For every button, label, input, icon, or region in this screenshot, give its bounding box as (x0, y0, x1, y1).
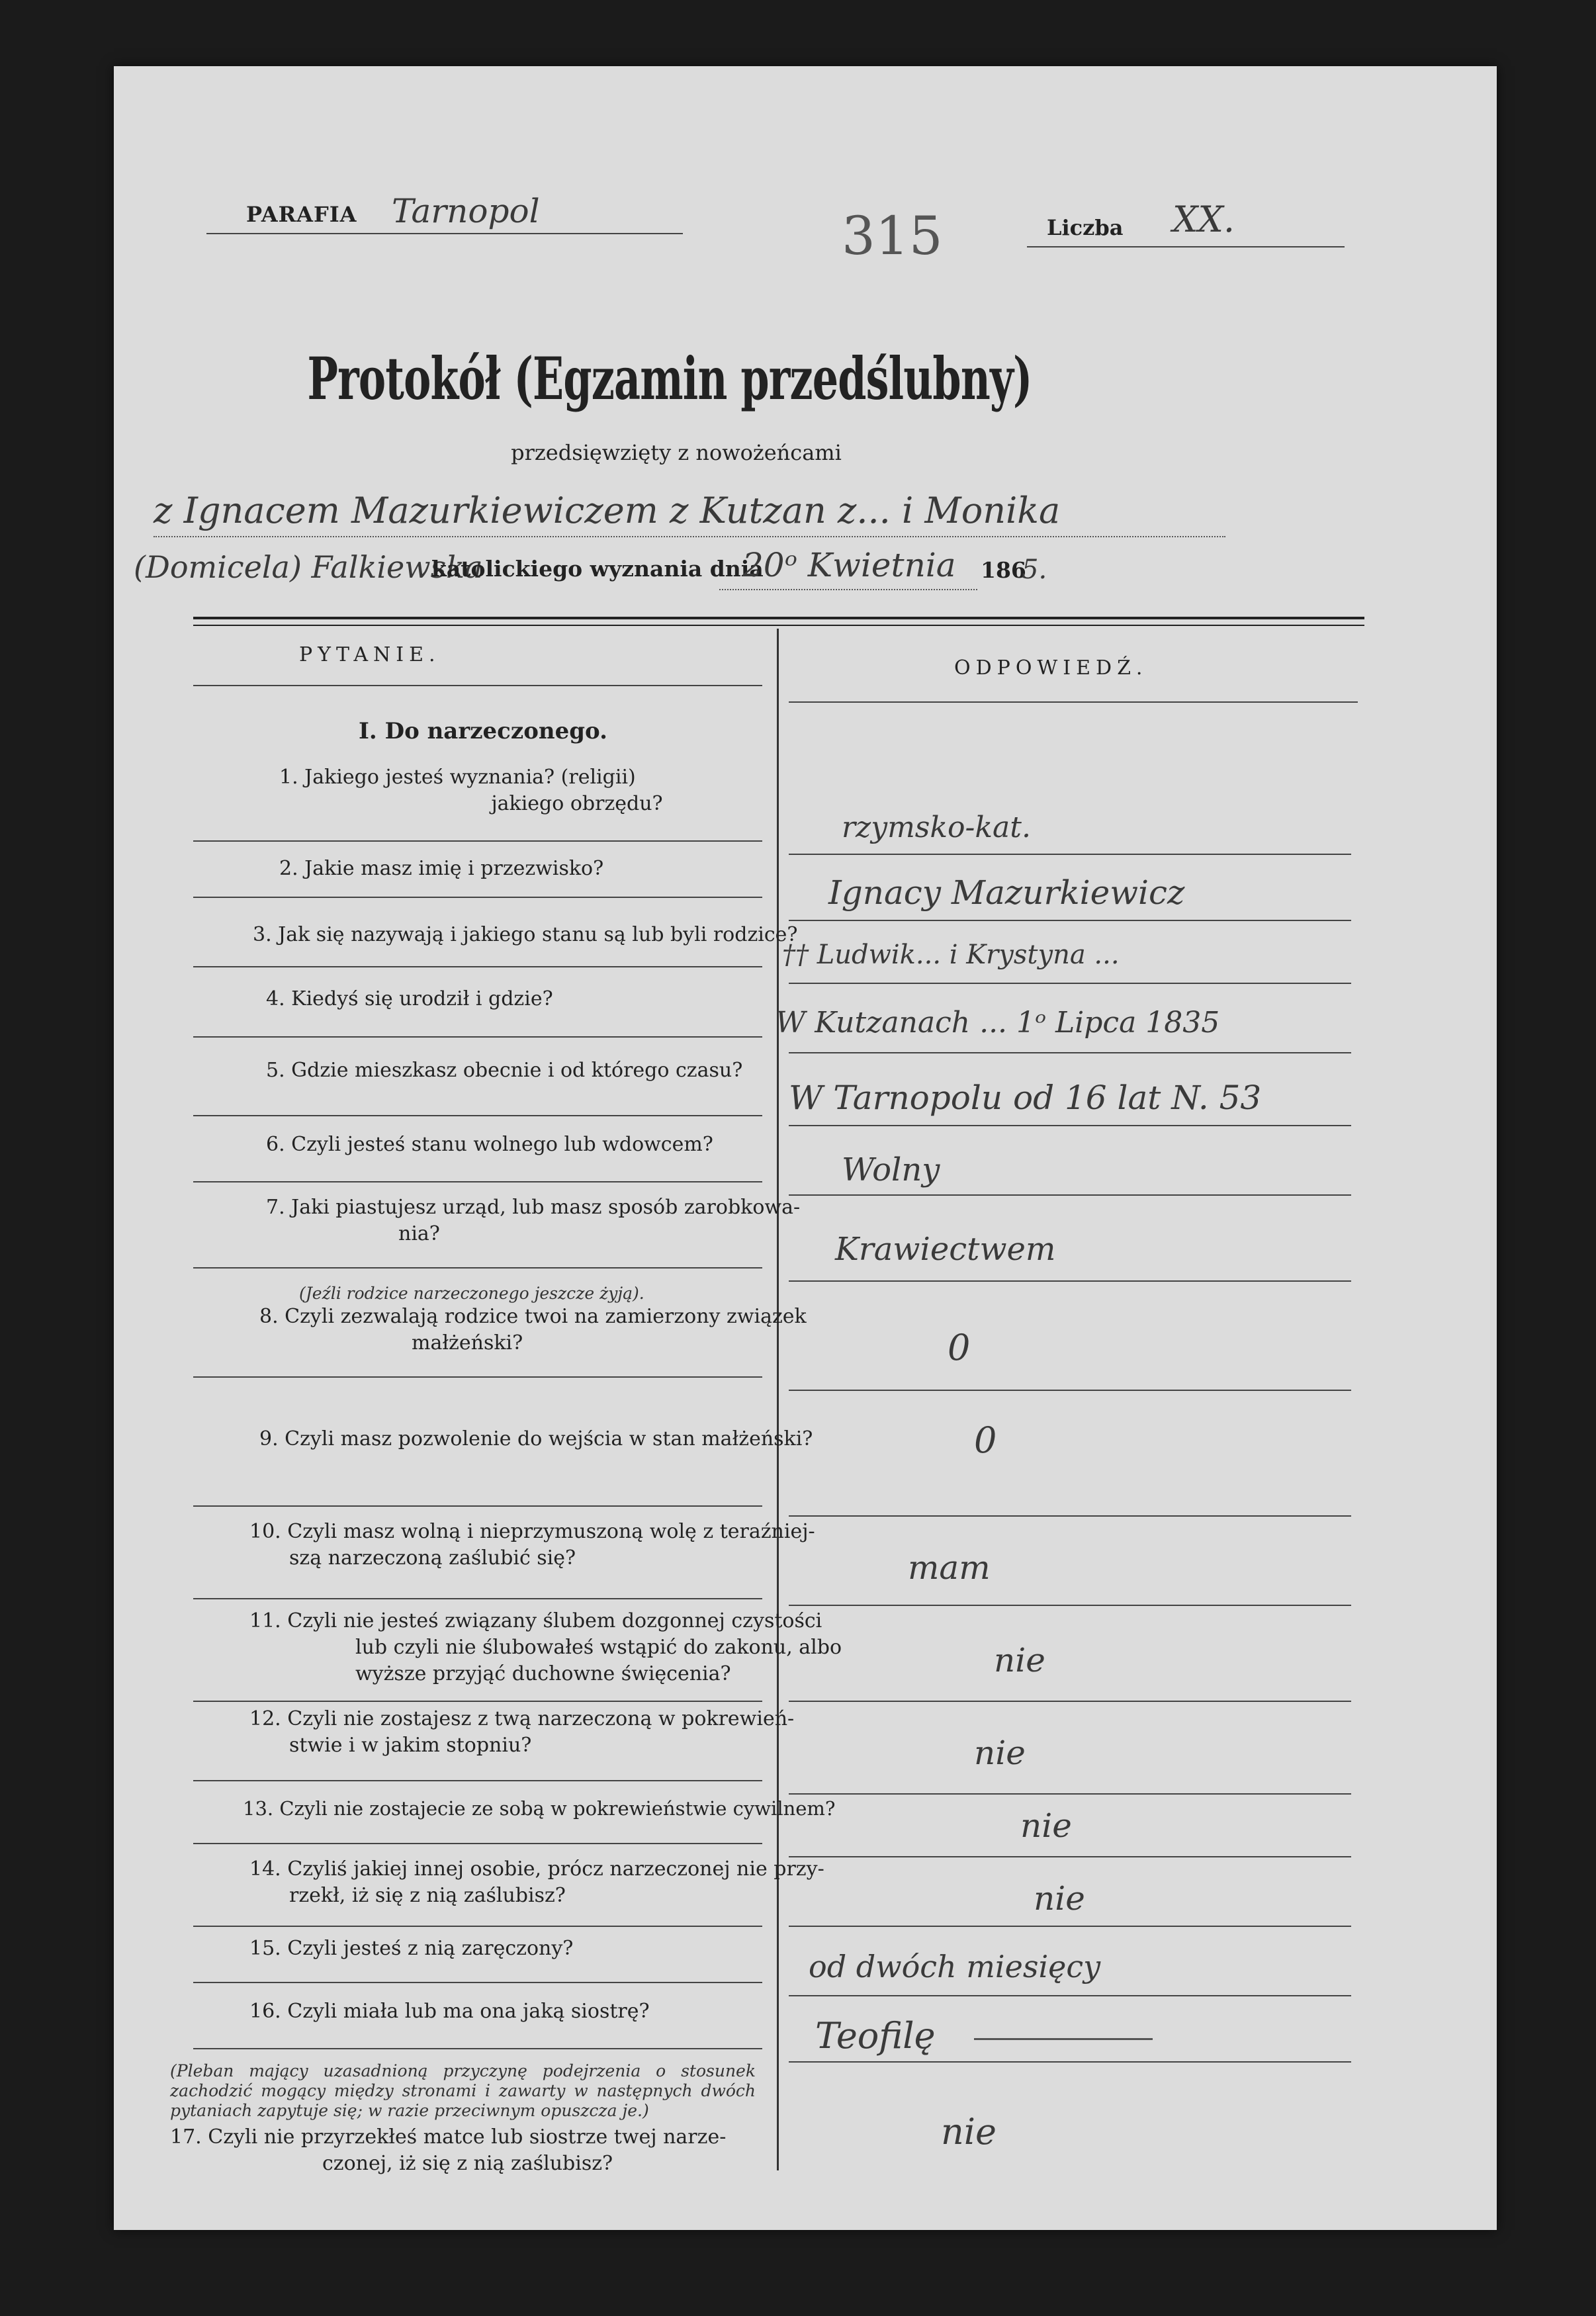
answer-3-rule (789, 983, 1351, 984)
question-13-number: 13. (243, 1797, 274, 1820)
question-16 (249, 1998, 845, 2025)
answer-8-rule (789, 1390, 1351, 1391)
question-9-rule (193, 1505, 762, 1507)
question-5-number: 5. (266, 1059, 285, 1082)
liczba-label: Liczba (1047, 215, 1124, 240)
question-9-number: 9. (259, 1427, 279, 1450)
pleban-note: (Pleban mający uzasadnioną przyczynę podejrzenia o stosunek zachodzić mogący między stronami i zawarty w następnych dwóch pytaniach zapytuje się; w razie przeciwnym opuszcza je.) (170, 2061, 756, 2120)
date-value: 20ᵒ Kwietnia (742, 546, 956, 584)
answer-5-rule (789, 1125, 1351, 1126)
answer-16: Teofilę (815, 2015, 936, 2057)
answer-2: Ignacy Mazurkiewicz (828, 873, 1185, 912)
answer-2-rule (789, 920, 1351, 921)
answer-5: W Tarnopolu od 16 lat N. 53 (789, 1079, 1262, 1117)
document-subtitle: przedsięwzięty z nowożeńcami (511, 440, 842, 465)
answer-9: 0 (974, 1419, 997, 1461)
question-2 (279, 856, 875, 882)
question-15-rule (193, 1982, 762, 1983)
question-17-continuation: czonej, iż się z nią zaślubisz? (322, 2152, 613, 2175)
question-8-continuation: małżeński? (412, 1331, 523, 1355)
question-1-continuation: jakiego obrzędu? (491, 792, 663, 815)
question-11-rule (193, 1701, 762, 1702)
question-6 (266, 1132, 862, 1158)
question-8-number: 8. (259, 1305, 279, 1328)
question-10-continuation: szą narzeczoną zaślubić się? (289, 1546, 576, 1570)
question-11 (249, 1608, 905, 1687)
header-rule-bottom (193, 625, 1364, 626)
liczba-value: XX. (1173, 199, 1235, 240)
header-rule-top (193, 617, 1364, 619)
question-12-continuation: stwie i w jakim stopniu? (289, 1734, 532, 1757)
question-4-number: 4. (266, 987, 285, 1010)
question-6-text: Czyli jesteś stanu wolnego lub wdowcem? (291, 1133, 713, 1156)
number-stamp: 315 (842, 205, 943, 267)
answer-4-rule (789, 1052, 1351, 1053)
answer-13-rule (789, 1856, 1351, 1857)
answer-6: Wolny (842, 1151, 940, 1188)
year-suffix: 5. (1022, 555, 1047, 585)
question-10-rule (193, 1598, 762, 1599)
answer-10-rule (789, 1605, 1351, 1606)
answer-10: mam (908, 1548, 991, 1587)
answer-15-rule (789, 1995, 1351, 1996)
question-17-text: Czyli nie przyrzekłeś matce lub siostrze twej narze- (208, 2125, 727, 2149)
answer-1-rule (789, 854, 1351, 855)
couple-line-1-rule (154, 536, 1225, 537)
question-5 (266, 1057, 862, 1084)
question-5-rule (193, 1115, 762, 1116)
question-3-text: Jak się nazywają i jakiego stanu są lub byli rodzice? (278, 923, 798, 946)
question-13-text: Czyli nie zostajecie ze sobą w pokrewieństwie cywilnem? (279, 1797, 836, 1820)
date-label: katolickiego wyznania dnia (431, 556, 764, 582)
date-rule (719, 589, 977, 590)
question-header-rule (193, 685, 762, 686)
question-7-rule (193, 1267, 762, 1269)
question-1-text: Jakiego jesteś wyznania? (religii) (304, 766, 636, 789)
question-12-number: 12. (249, 1707, 281, 1730)
question-2-rule (193, 897, 762, 898)
question-13 (243, 1795, 905, 1822)
question-9-text: Czyli masz pozwolenie do wejścia w stan małżeński? (285, 1427, 813, 1450)
answer-6-rule (789, 1194, 1351, 1196)
question-2-number: 2. (279, 857, 298, 880)
question-column-header: PYTANIE. (299, 643, 441, 666)
question-14-number: 14. (249, 1857, 281, 1881)
question-14 (249, 1856, 905, 1909)
answer-header-rule (789, 701, 1358, 703)
question-14-text: Czyliś jakiej innej osobie, prócz narzeczonej nie przy- (287, 1857, 824, 1881)
answer-14-rule (789, 1926, 1351, 1927)
question-7-continuation: nia? (398, 1222, 440, 1245)
answer-12: nie (974, 1734, 1026, 1772)
section-title: I. Do narzeczonego. (359, 718, 607, 744)
question-15 (249, 1936, 845, 1962)
question-14-rule (193, 1926, 762, 1927)
question-9 (259, 1426, 895, 1452)
question-1 (279, 764, 875, 817)
question-6-number: 6. (266, 1133, 285, 1156)
question-3-rule (193, 966, 762, 967)
answer-14: nie (1034, 1879, 1085, 1918)
couple-line-1: z Ignacem Mazurkiewiczem z Kutzan z... i Monika (154, 490, 1061, 531)
answer-3: †† Ludwik... i Krystyna ... (782, 940, 1120, 970)
parafia-value: Tarnopol (392, 192, 540, 230)
question-4-text: Kiedyś się urodził i gdzie? (291, 987, 553, 1010)
question-17-number: 17. (170, 2125, 202, 2149)
question-12-text: Czyli nie zostajesz z twą narzeczoną w pokrewień- (287, 1707, 795, 1730)
answer-1: rzymsko-kat. (842, 811, 1031, 844)
question-10-number: 10. (249, 1520, 281, 1543)
liczba-underline (1027, 246, 1345, 247)
question-11-number: 11. (249, 1609, 281, 1632)
question-16-text: Czyli miała lub ma ona jaką siostrę? (287, 2000, 650, 2023)
year-prefix: 186 (981, 557, 1026, 583)
question-8 (259, 1304, 895, 1357)
answer-7-rule (789, 1280, 1351, 1282)
answer-15: od dwóch miesięcy (809, 1949, 1101, 1984)
answer-16-stroke (974, 2038, 1153, 2040)
document-title: Protokół (Egzamin przedślubny) (307, 344, 1032, 413)
question-7 (266, 1194, 862, 1247)
question-11-continuation: lub czyli nie ślubowałeś wstąpić do zakonu, albo wyższe przyjąć duchowne święcenia? (355, 1636, 842, 1685)
document-page (114, 66, 1497, 2230)
parafia-label: PARAFIA (246, 202, 357, 227)
question-15-number: 15. (249, 1937, 281, 1960)
answer-12-rule (789, 1793, 1351, 1795)
question-5-text: Gdzie mieszkasz obecnie i od którego czasu? (291, 1059, 743, 1082)
question-15-text: Czyli jesteś z nią zaręczony? (287, 1937, 574, 1960)
question-8-text: Czyli zezwalają rodzice twoi na zamierzony związek (285, 1305, 807, 1328)
question-1-number: 1. (279, 766, 298, 789)
question-7-text: Jaki piastujesz urząd, lub masz sposób zarobkowa- (291, 1196, 801, 1219)
answer-13: nie (1020, 1806, 1072, 1845)
question-3-number: 3. (253, 923, 272, 946)
answer-11-rule (789, 1701, 1351, 1702)
question-1-rule (193, 840, 762, 842)
question-16-rule (193, 2048, 762, 2049)
question-12 (249, 1706, 898, 1759)
question-17 (170, 2124, 759, 2177)
answer-17: nie (941, 2111, 997, 2153)
question-8-note: (Jeźli rodzice narzeczonego jeszcze żyją). (299, 1284, 644, 1303)
question-4-rule (193, 1036, 762, 1038)
answer-4: W Kutzanach ... 1ᵒ Lipca 1835 (776, 1006, 1220, 1040)
question-12-rule (193, 1780, 762, 1781)
question-7-number: 7. (266, 1196, 285, 1219)
question-6-rule (193, 1181, 762, 1182)
question-2-text: Jakie masz imię i przezwisko? (304, 857, 604, 880)
parafia-underline (206, 233, 683, 234)
question-16-number: 16. (249, 2000, 281, 2023)
question-11-text: Czyli nie jesteś związany ślubem dozgonnej czystości (287, 1609, 822, 1632)
question-10 (249, 1519, 898, 1572)
question-14-continuation: rzekł, iż się z nią zaślubisz? (289, 1884, 566, 1907)
question-13-rule (193, 1843, 762, 1844)
question-10-text: Czyli masz wolną i nieprzymuszoną wolę z teraźniej- (287, 1520, 815, 1543)
answer-11: nie (994, 1641, 1045, 1679)
answer-7: Krawiectwem (835, 1231, 1056, 1268)
answer-column-header: ODPOWIEDŹ. (954, 656, 1148, 680)
answer-8: 0 (948, 1327, 971, 1368)
answer-16-rule (789, 2061, 1351, 2063)
question-8-rule (193, 1376, 762, 1378)
couple-line-2: (Domicela) Falkiewska (134, 549, 483, 585)
question-4 (266, 986, 862, 1012)
answer-9-rule (789, 1515, 1351, 1517)
